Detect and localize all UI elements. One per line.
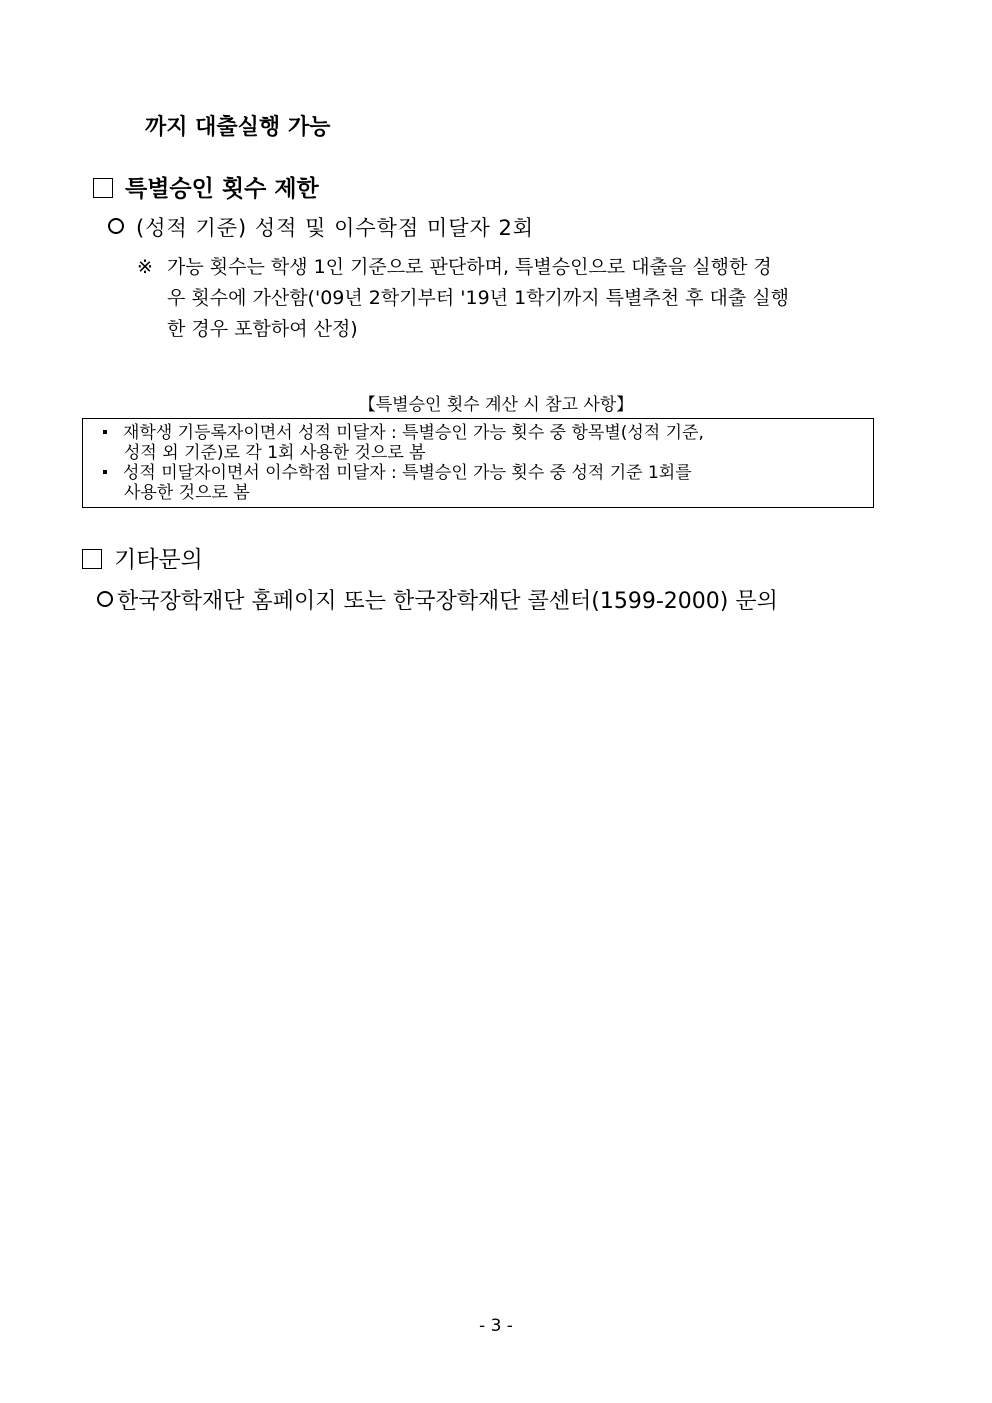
checkbox-square-icon	[82, 549, 102, 569]
note-text: 우 횟수에 가산함('09년 2학기부터 '19년 1학기까지 특별추천 후 대출 실행	[167, 287, 789, 309]
reference-item-continued	[99, 443, 863, 463]
reference-item	[99, 423, 863, 443]
continuation-text: 까지 대출실행 가능	[145, 115, 331, 140]
note-line	[137, 314, 913, 345]
note-block	[137, 252, 913, 345]
section-title: 기타문의	[114, 547, 203, 573]
circle-bullet-icon	[108, 218, 124, 234]
checkbox-square-icon	[93, 178, 113, 198]
note-text: 한 경우 포함하여 산정)	[167, 318, 358, 340]
section-heading-special-approval	[93, 170, 319, 203]
reference-text: 사용한 것으로 봄	[124, 483, 250, 503]
note-text: 가능 횟수는 학생 1인 기준으로 판단하며, 특별승인으로 대출을 실행한 경	[167, 256, 772, 278]
section-heading-other-inquiries	[82, 541, 203, 574]
square-bullet-icon	[103, 430, 107, 434]
bullet-text: (성적 기준) 성적 및 이수학점 미달자 2회	[136, 216, 535, 240]
reference-text: 성적 외 기준)로 각 1회 사용한 것으로 봄	[124, 443, 426, 463]
bullet-contact	[97, 584, 778, 615]
note-line	[137, 283, 913, 314]
square-bullet-icon	[103, 470, 107, 474]
page-number: - 3 -	[479, 1316, 513, 1336]
reference-mark-icon: ※	[137, 256, 153, 278]
circle-bullet-icon	[97, 591, 113, 607]
reference-box	[82, 418, 874, 508]
reference-text: 재학생 기등록자이면서 성적 미달자 : 특별승인 가능 횟수 중 항목별(성적 기준,	[123, 423, 704, 443]
reference-item	[99, 463, 863, 483]
section-title: 특별승인 횟수 제한	[125, 176, 319, 202]
bullet-grade-criteria	[108, 212, 534, 242]
bullet-text: 한국장학재단 홈페이지 또는 한국장학재단 콜센터(1599-2000) 문의	[117, 589, 778, 614]
reference-text: 성적 미달자이면서 이수학점 미달자 : 특별승인 가능 횟수 중 성적 기준 1회를	[123, 463, 692, 483]
reference-box-title: 【특별승인 횟수 계산 시 참고 사항】	[358, 395, 634, 415]
note-line	[137, 252, 913, 283]
reference-item-continued	[99, 483, 863, 503]
